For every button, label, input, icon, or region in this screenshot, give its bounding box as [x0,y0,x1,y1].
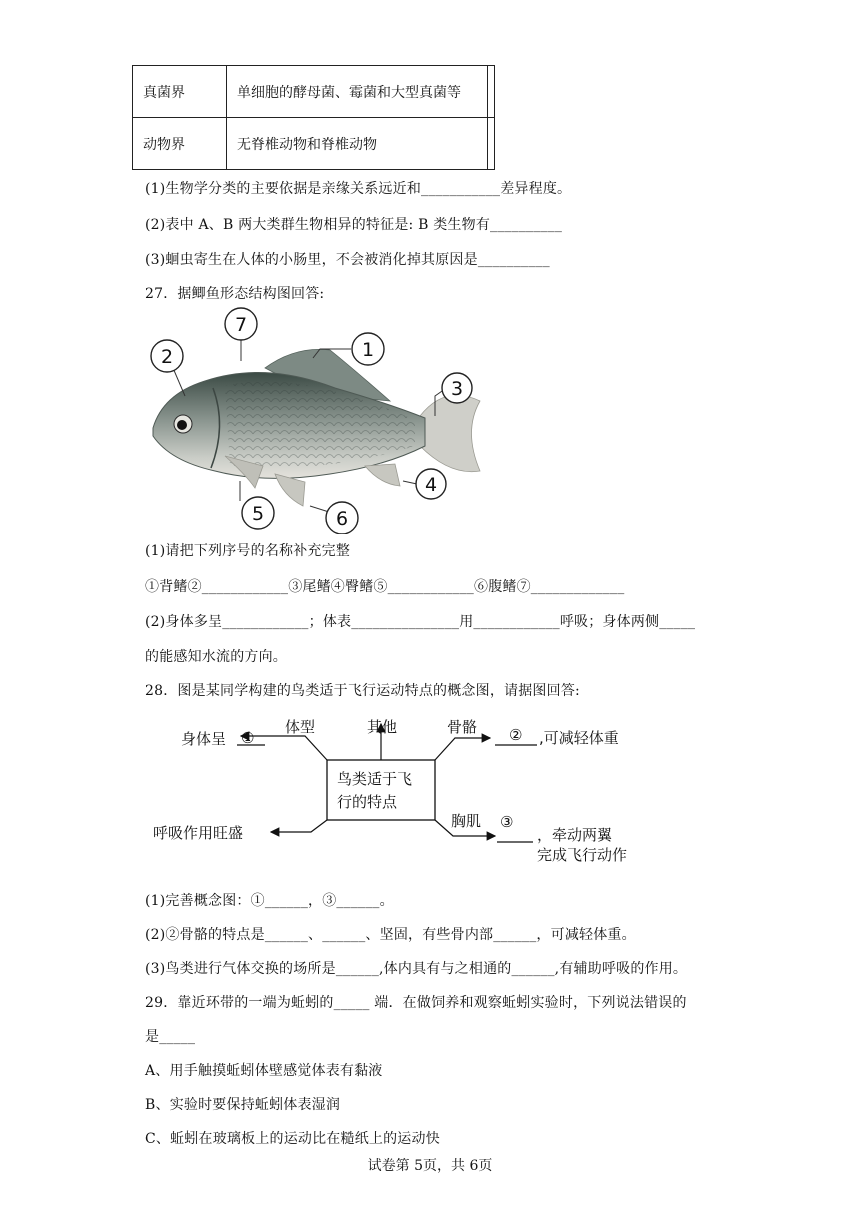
q27-line-4: 的能感知水流的方向。 [145,649,287,665]
other-label: 其他 [367,718,398,736]
page-footer: 试卷第 5页，共 6页 [367,1158,493,1174]
label-1: 1 [361,339,375,361]
label-2: 2 [160,346,174,368]
pelvic-fin [275,474,305,506]
center-box [327,760,435,820]
q29-option-b: B、实验时要保持蚯蚓体表湿润 [145,1097,341,1113]
fish-pupil [177,420,187,430]
num-1: ① [241,729,255,747]
center-line-2: 行的特点 [337,793,398,811]
label-5: 5 [251,503,265,525]
q28-title: 28．图是某同学构建的鸟类适于飞行运动特点的概念图，请据图回答: [145,683,580,699]
q28-line-2: (2)②骨骼的特点是______、______、坚固，有些骨内部______，可减轻体重。 [145,927,636,943]
table-cell: 单细胞的酵母菌、霉菌和大型真菌等 [227,66,488,118]
bird-concept-map [145,712,655,872]
table-row [133,118,495,170]
table-cell: 真菌界 [133,66,227,118]
crucian-carp-figure [145,306,490,534]
chest-result-2: 完成飞行动作 [537,846,628,864]
table-cell [488,66,495,118]
q26-line-2: (2)表中 A、B 两大类群生物相异的特征是: B 类生物有__________ [145,217,563,233]
table-cell: 无脊椎动物和脊椎动物 [227,118,488,170]
q29-line-2: 是_____ [145,1029,196,1045]
label-7: 7 [234,314,248,336]
num-3: ③ [500,813,514,831]
chest-label: 胸肌 [451,812,482,830]
label-6: 6 [335,508,349,530]
chest-result-1: ，牵动两翼 [537,826,613,844]
table-cell: 动物界 [133,118,227,170]
q27-line-3: (2)身体多呈____________；体表_______________用____________呼吸；身体两侧_____ [145,614,696,630]
bones-result: ,可减轻体重 [539,729,619,747]
table-cell [488,118,495,170]
q27-line-2: ①背鳍②____________③尾鳍④臀鳍⑤____________⑥腹鳍⑦_____________ [145,579,625,595]
q29-option-a: A、用手触摸蚯蚓体壁感觉体表有黏液 [145,1063,383,1079]
q26-line-1: (1)生物学分类的主要依据是亲缘关系远近和___________差异程度。 [145,181,572,197]
table-row [133,66,495,118]
num-2: ② [509,726,523,744]
q28-line-3: (3)鸟类进行气体交换的场所是______,体内具有与之相通的______,有辅助呼吸的作用。 [145,961,688,977]
classification-table [132,65,495,170]
q29-option-c: C、蚯蚓在玻璃板上的运动比在糙纸上的运动快 [145,1131,440,1147]
q29-line-1: 29．靠近环带的一端为蚯蚓的_____ 端．在做饲养和观察蚯蚓实验时，下列说法错误的 [145,995,687,1011]
left-top-label: 身体呈 [181,730,227,748]
q28-line-1: (1)完善概念图：①______，③______。 [145,893,394,909]
q26-line-3: (3)蛔虫寄生在人体的小肠里，不会被消化掉其原因是__________ [145,252,550,268]
respiration-label: 呼吸作用旺盛 [153,824,244,842]
label-4: 4 [424,474,438,496]
center-line-1: 鸟类适于飞 [337,770,413,788]
q27-line-1: (1)请把下列序号的名称补充完整 [145,543,351,559]
label-3: 3 [450,378,464,400]
anal-fin [365,464,400,486]
fish-illustration [145,306,490,534]
bones-label: 骨骼 [447,718,478,736]
body-type-label: 体型 [285,718,316,736]
q27-title: 27．据鲫鱼形态结构图回答: [145,286,325,302]
tail-fin [420,395,480,472]
concept-map-svg [145,712,655,872]
